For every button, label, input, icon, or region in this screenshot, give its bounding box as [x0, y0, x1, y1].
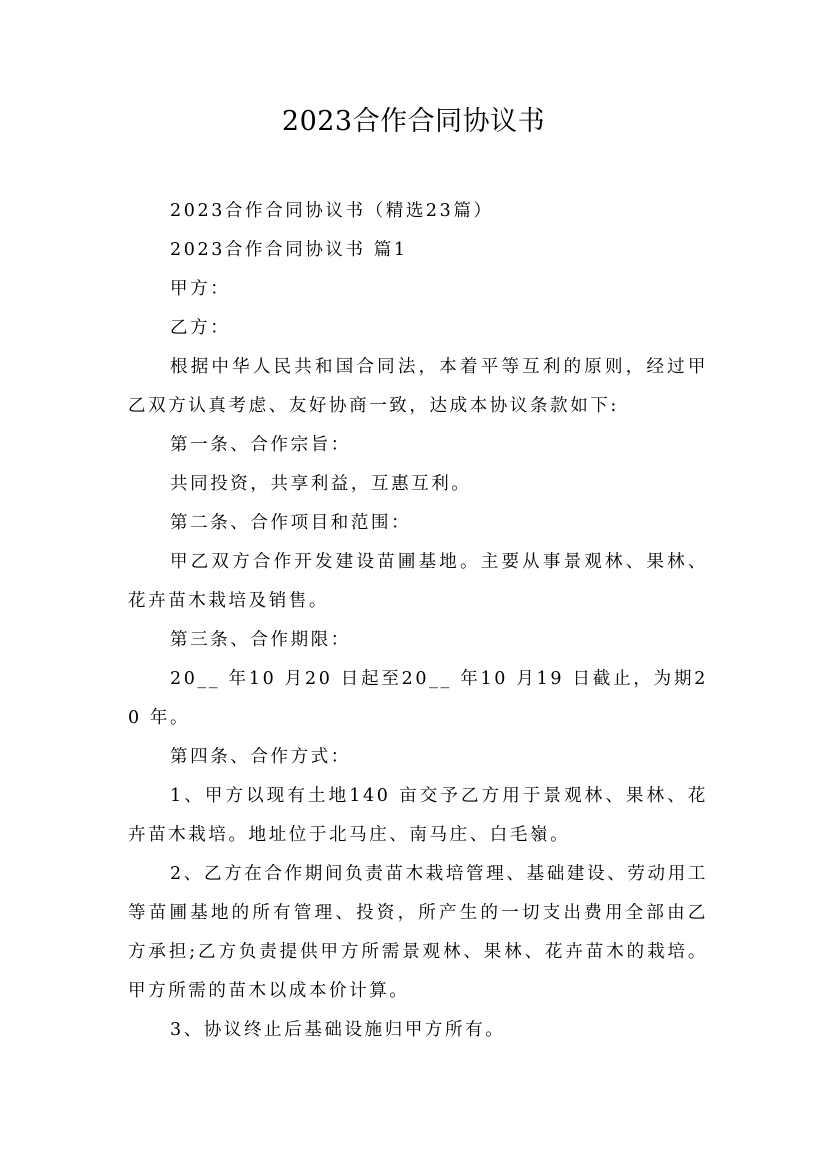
article-4-heading: 第四条、合作方式： [170, 747, 351, 767]
article-2-text: 甲乙双方合作开发建设苗圃基地。主要从事景观林、果林、花卉苗木栽培及销售。 [128, 552, 708, 611]
article-3-heading: 第三条、合作期限： [170, 630, 351, 650]
doc-subtitle: 2023合作合同协议书（精选23篇） [170, 201, 494, 221]
article-1-text: 共同投资，共享利益，互惠互利。 [170, 474, 472, 494]
section-heading: 2023合作合同协议书 篇1 [170, 240, 408, 260]
party-a-label: 甲方： [170, 279, 231, 299]
article-4-item-3: 3、协议终止后基础设施归甲方所有。 [170, 1020, 506, 1040]
article-4-item-2: 2、乙方在合作期间负责苗木栽培管理、基础建设、劳动用工等苗圃基地的所有管理、投资，所产生的一切支出费用全部由乙方承担;乙方负责提供甲方所需景观林、果林、花卉苗木的栽培。甲方所需的苗木以成本价计算。 [128, 864, 708, 1001]
article-1-heading: 第一条、合作宗旨： [170, 435, 351, 455]
document-body [128, 192, 708, 1050]
preamble-paragraph: 根据中华人民共和国合同法，本着平等互利的原则，经过甲乙双方认真考虑、友好协商一致，达成本协议条款如下: [128, 357, 708, 416]
article-2-heading: 第二条、合作项目和范围： [170, 513, 412, 533]
party-b-label: 乙方： [170, 318, 231, 338]
article-4-item-1: 1、甲方以现有土地140 亩交予乙方用于景观林、果林、花卉苗木栽培。地址位于北马庄、南马庄、白毛嶺。 [128, 786, 708, 845]
document-title: 2023合作合同协议书 [281, 106, 546, 137]
article-3-text: 20__ 年10 月20 日起至20__ 年10 月19 日截止，为期20 年。 [128, 669, 708, 728]
